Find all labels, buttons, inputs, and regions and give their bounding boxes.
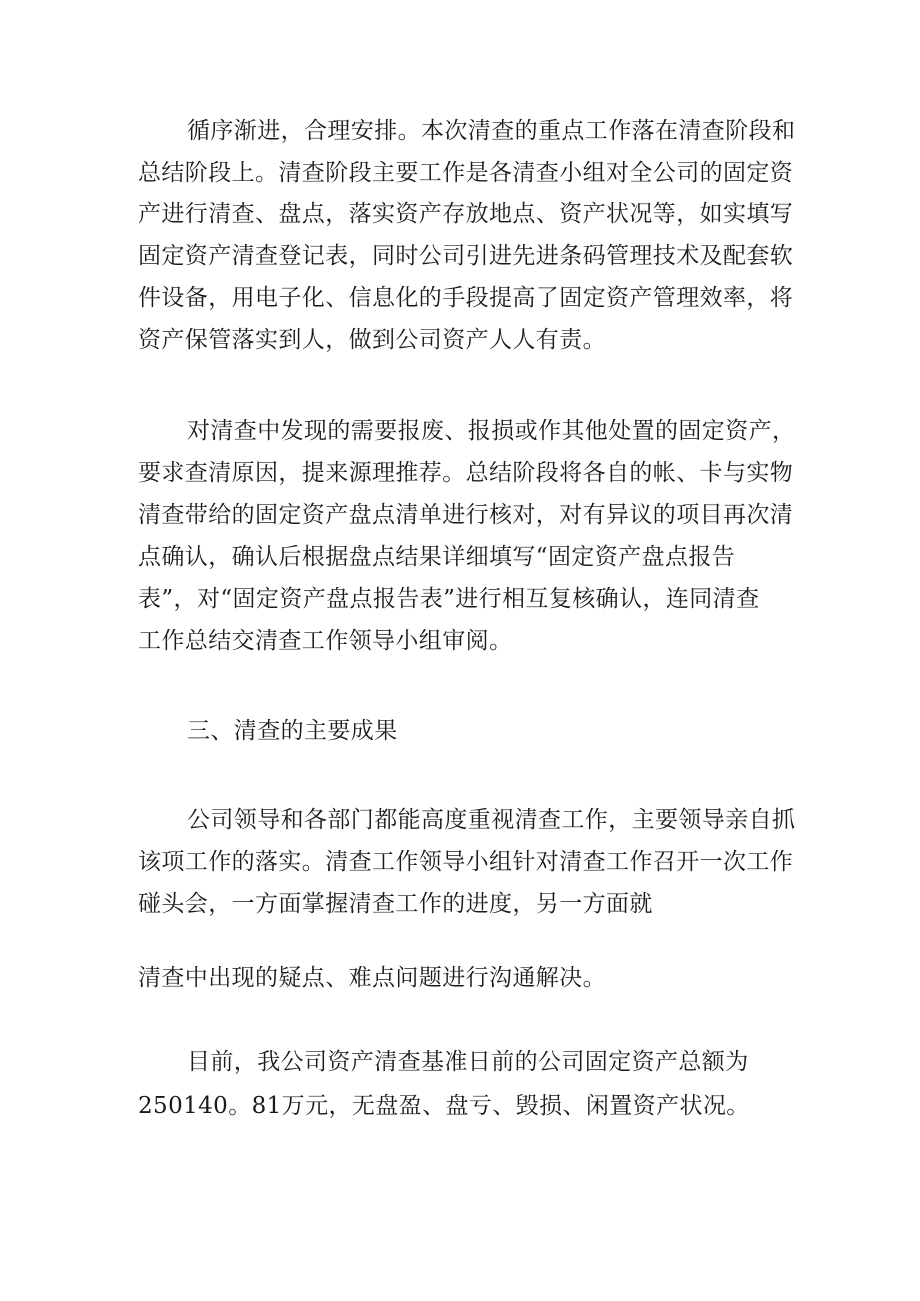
paragraph-5-line-1: 目前，我公司资产清查基准日前的公司固定资产总额为	[187, 1049, 749, 1075]
paragraph-1-line-6: 资产保管落实到人，做到公司资产人人有责。	[138, 327, 606, 353]
paragraph-1-line-3: 产进行清查、盘点，落实资产存放地点、资产状况等，如实填写	[138, 201, 794, 227]
paragraph-2-line-2: 要求查清原因，提来源理推荐。总结阶段将各自的帐、卡与实物	[138, 460, 794, 486]
paragraph-5-line-2: 250140。81万元，无盘盈、盘亏、毁损、闲置资产状况。	[138, 1093, 750, 1119]
paragraph-1-line-5: 件设备，用电子化、信息化的手段提高了固定资产管理效率，将	[138, 285, 794, 311]
section-heading: 三、清查的主要成果	[187, 718, 398, 744]
paragraph-3-line-3: 碰头会，一方面掌握清查工作的进度，另一方面就	[138, 891, 653, 917]
paragraph-2-line-4: 点确认，确认后根据盘点结果详细填写“固定资产盘点报告	[138, 544, 736, 570]
paragraph-1-line-1: 循序渐进，合理安排。本次清查的重点工作落在清查阶段和	[187, 118, 796, 144]
paragraph-2-line-3: 清查带给的固定资产盘点清单进行核对，对有异议的项目再次清	[138, 502, 794, 528]
paragraph-1-line-2: 总结阶段上。清查阶段主要工作是各清查小组对全公司的固定资	[138, 160, 794, 186]
paragraph-2-line-5: 表”，对“固定资产盘点报告表”进行相互复核确认，连同清查	[138, 586, 760, 612]
paragraph-2-line-1: 对清查中发现的需要报废、报损或作其他处置的固定资产，	[187, 418, 796, 444]
paragraph-3-line-1: 公司领导和各部门都能高度重视清查工作，主要领导亲自抓	[187, 807, 796, 833]
paragraph-4-line-1: 清查中出现的疑点、难点问题进行沟通解决。	[138, 965, 606, 991]
paragraph-3-line-2: 该项工作的落实。清查工作领导小组针对清查工作召开一次工作	[138, 849, 794, 875]
paragraph-1-line-4: 固定资产清查登记表，同时公司引进先进条码管理技术及配套软	[138, 243, 794, 269]
paragraph-2-line-6: 工作总结交清查工作领导小组审阅。	[138, 628, 513, 654]
